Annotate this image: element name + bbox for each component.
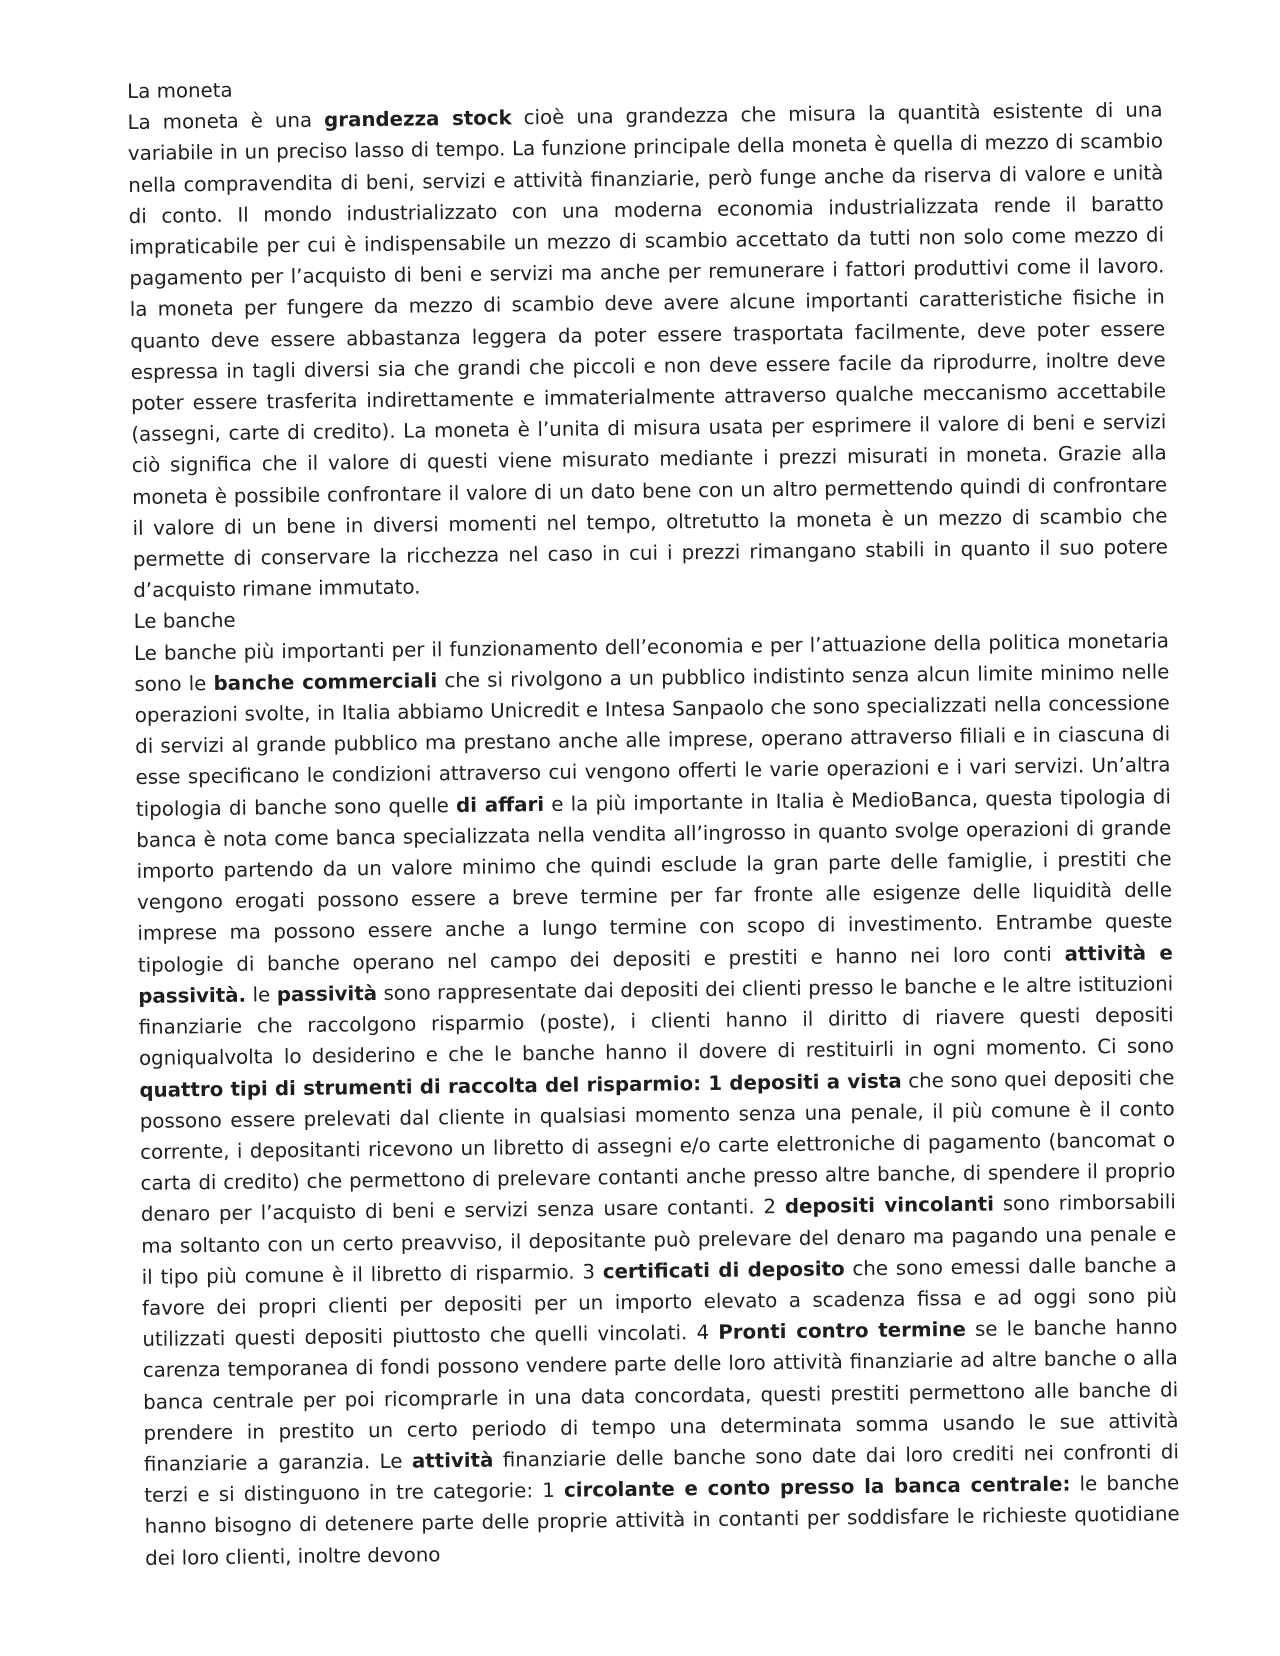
bold-term: certificati di deposito [602, 1257, 845, 1283]
text-run: sono rimborsabili ma soltanto con un certo preavviso, il depositante può prelevare del denaro ma pagando una penale e il tipo più comune è il libretto di risparmio. 3 [141, 1190, 1177, 1289]
paragraph-moneta [127, 95, 1168, 607]
section-title-banche: Le banche [133, 609, 236, 634]
text-run: le [245, 983, 277, 1007]
text-run: e la più importante in Italia è MedioBanca, questa tipologia di banca è nota come banca specializzata nella vendita all’ingrosso in quanto svolge operazioni di grande importo partendo da un valore minimo che quindi esclude la gran parte delle famiglie, i prestiti che vengono erogati possono essere a breve termine per far fronte alle esigenze delle liquidità delle imprese ma possono essere anche a lungo termine con scopo di investimento. Entrambe queste tipologie di banche operano nel campo dei depositi e prestiti e hanno nei loro conti [136, 784, 1173, 977]
text-run: sono rappresentate dai depositi dei clienti presso le banche e le altre istituzioni finanziarie che raccolgono risparmio (poste), i clienti hanno il diritto di riavere questi depositi ogniqualvolta lo desiderino e che le banche hanno il dovere di restituirli in ogni momento. Ci sono [138, 972, 1175, 1071]
bold-term: grandezza stock [323, 106, 512, 132]
bold-term: attività [411, 1448, 494, 1473]
text-run: se le banche hanno carenza temporanea di fondi possono vendere parte delle loro attività finanziarie ad altre banche o alla banca centrale per poi ricomprarle in una data concordata, questi prestiti permettono alle banche di prendere in prestito un certo periodo di tempo una determinata somma usando le sue attività finanziarie a garanzia. Le [142, 1315, 1179, 1476]
bold-term: passività [276, 981, 378, 1007]
text-run: La moneta è una [127, 108, 325, 135]
bold-term: quattro tipi di strumenti di raccolta del risparmio: 1 depositi a vista [139, 1069, 902, 1102]
bold-term: Pronti contro termine [718, 1317, 966, 1344]
text-run: le banche hanno bisogno di detenere parte delle proprie attività in contanti per soddisfare le richieste quotidiane dei loro clienti, inoltre devono [144, 1471, 1180, 1570]
text-run: che sono quei depositi che possono essere prelevati dal cliente in qualsiasi momento senza una penale, il più comune è il conto corrente, i depositanti ricevono un libretto di assegni e/o carte elettroniche di pagamento (bancomat o carta di credito) che permettono di prelevare contanti anche presso altre banche, di spendere il proprio denaro per l’acquisto di beni e servizi senza usare contanti. 2 [139, 1065, 1176, 1227]
text-run: Le banche più importanti per il funzionamento dell’economia e per l’attuazione della politica monetaria sono le [133, 628, 1170, 696]
bold-term: di affari [455, 792, 545, 817]
text-run: cioè una grandezza che misura la quantità esistente di una variabile in un preciso lasso di tempo. La funzione principale della moneta è quella di mezzo di scambio nella compravendita di beni, servizi e attività finanziarie, però funge anche da riserva di valore e unità di conto. Il mondo industrializzato con una moderna economia industrializzata rende il baratto impraticabile per cui è indispensabile un mezzo di scambio accettato da tutti non solo come mezzo di pagamento per l’acquisto di beni e servizi ma anche per remunerare i fattori produttivi come il lavoro. la moneta per fungere da mezzo di scambio deve avere alcune importanti caratteristiche fisiche in quanto deve essere abbastanza leggera da poter essere trasportata facilmente, deve poter essere espressa in tagli diversi sia che grandi che piccoli e non deve essere facile da riprodurre, inoltre deve poter essere trasferita indirettamente e immaterialmente attraverso qualche meccanismo accettabile (assegni, carte di credito). La moneta è l’unita di misura usata per esprimere il valore di beni e servizi ciò significa che il valore di questi viene misurato mediante i prezzi misurati in moneta. Grazie alla moneta è possibile confrontare il valore di un dato bene con un altro permettendo quindi di confrontare il valore di un bene in diversi momenti nel tempo, oltretutto la moneta è un mezzo di scambio che permette di conservare la ricchezza nel caso in cui i prezzi rimangano stabili in quanto il suo potere d’acquisto rimane immutato. [127, 98, 1168, 603]
bold-term: depositi vincolanti [784, 1192, 995, 1219]
text-run: finanziarie delle banche sono date dai loro crediti nei confronti di terzi e si distinguono in tre categorie: 1 [144, 1440, 1180, 1508]
text-run: che si rivolgono a un pubblico indistinto senza alcun limite minimo nelle operazioni svolte, in Italia abbiamo Unicredit e Intesa Sanpaolo che sono specializzati nella concessione di servizi al grande pubblico ma prestano anche alle imprese, operano attraverso filiali e in ciascuna di esse specificano le condizioni attraverso cui vengono offerti le varie operazioni e i vari servizi. Un’altra tipologia di banche sono quelle [134, 660, 1171, 821]
bold-term: attività e passività. [138, 940, 1173, 1008]
text-run: che sono emessi dalle banche a favore dei propri clienti per depositi per un importo elevato a scadenza fissa e ad oggi sono più utilizzati questi depositi piuttosto che quelli vincolati. 4 [141, 1252, 1178, 1352]
section-title-moneta: La moneta [127, 78, 233, 103]
bold-term: banche commerciali [213, 669, 438, 695]
paragraph-banche [134, 625, 1180, 1574]
document-body [127, 63, 1180, 1573]
bold-term: circolante e conto presso la banca centrale: [563, 1472, 1071, 1502]
